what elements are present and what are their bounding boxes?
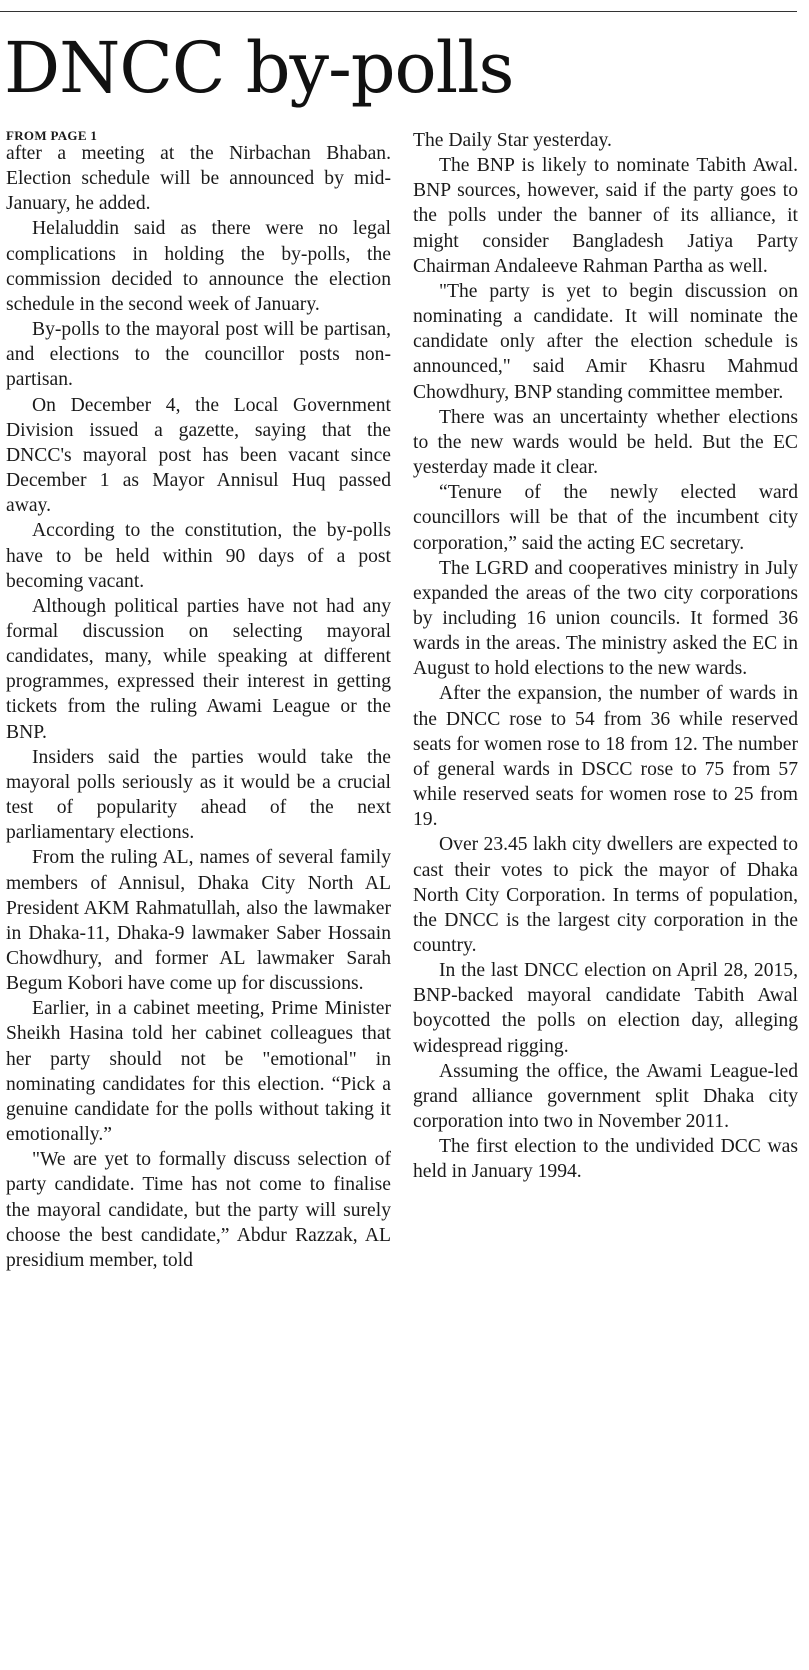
- paragraph: The first election to the undivided DCC was held in January 1994.: [413, 1136, 798, 1183]
- article-column-left: [6, 128, 391, 1668]
- paragraph: In the last DNCC election on April 28, 2015, BNP-backed mayoral candidate Tabith Awal boycotted the polls on election day, alleging widespread rigging.: [413, 960, 798, 1057]
- paragraph: The BNP is likely to nominate Tabith Awal. BNP sources, however, said if the party goes to the polls under the banner of its alliance, it might consider Bangladesh Jatiya Party Chairman Andaleeve Rahman Partha as well.: [413, 155, 798, 277]
- paragraph: On December 4, the Local Government Division issued a gazette, saying that the DNCC's mayoral post has been vacant since December 1 as Mayor Annisul Huq passed away.: [6, 394, 391, 517]
- paragraph: The Daily Star yesterday.: [413, 130, 612, 151]
- paragraph: Over 23.45 lakh city dwellers are expected to cast their votes to pick the mayor of Dhaka North City Corporation. In terms of population, the DNCC is the largest city corporation in the country.: [413, 834, 798, 956]
- paragraph: Earlier, in a cabinet meeting, Prime Minister Sheikh Hasina told her cabinet colleagues that her party should not be "emotional" in nominating candidates for this election. “Pick a genuine candidate for the polls without taking it emotionally.”: [6, 998, 391, 1146]
- paragraph: Assuming the office, the Awami League-led grand alliance government split Dhaka city corporation into two in November 2011.: [413, 1060, 798, 1133]
- paragraph: The LGRD and cooperatives ministry in July expanded the areas of the two city corporations by including 16 union councils. It formed 36 wards in the areas. The ministry asked the EC in August to hold elections to the new wards.: [413, 557, 798, 680]
- headline: DNCC by-polls: [4, 27, 514, 109]
- paragraph: According to the constitution, the by-polls have to be held within 90 days of a post becoming vacant.: [6, 520, 391, 592]
- paragraph: From the ruling AL, names of several family members of Annisul, Dhaka City North AL President AKM Rahmatullah, also the lawmaker in Dhaka-11, Dhaka-9 lawmaker Saber Hossain Chowdhury, and former AL lawmaker Sarah Begum Kobori have come up for discussions.: [6, 847, 391, 995]
- article-column-right: [413, 128, 798, 1668]
- paragraph: "We are yet to formally discuss selection of party candidate. Time has not come to finalise the mayoral candidate, but the party will surely choose the best candidate,” Abdur Razzak, AL presidium member, told: [6, 1149, 391, 1271]
- paragraph: After the expansion, the number of wards in the DNCC rose to 54 from 36 while reserved seats for women rose to 18 from 12. The number of general wards in DSCC rose to 75 from 57 while reserved seats for women rose to 25 from 19.: [413, 683, 798, 831]
- paragraph: "The party is yet to begin discussion on nominating a candidate. It will nominate the candidate only after the election schedule is announced," said Amir Khasru Mahmud Chowdhury, BNP standing committee member.: [413, 280, 798, 403]
- paragraph: Helaluddin said as there were no legal complications in holding the by-polls, the commission decided to announce the election schedule in the second week of January.: [6, 218, 391, 315]
- paragraph: Insiders said the parties would take the mayoral polls seriously as it would be a crucial test of popularity ahead of the next parliamentary elections.: [6, 746, 391, 844]
- paragraph: There was an uncertainty whether elections to the new wards would be held. But the EC yesterday made it clear.: [413, 406, 798, 479]
- paragraph: By-polls to the mayoral post will be partisan, and elections to the councillor posts non-partisan.: [6, 319, 391, 391]
- top-rule: [0, 11, 797, 12]
- paragraph: Although political parties have not had any formal discussion on selecting mayoral candidates, many, while speaking at different programmes, expressed their interest in getting tickets from the ruling Awami League or the BNP.: [6, 595, 391, 743]
- paragraph: after a meeting at the Nirbachan Bhaban. Election schedule will be announced by mid-January, he added.: [6, 143, 391, 215]
- paragraph: “Tenure of the newly elected ward councillors will be that of the incumbent city corporation,” said the acting EC secretary.: [413, 482, 798, 554]
- jump-label: FROM PAGE 1: [6, 128, 98, 143]
